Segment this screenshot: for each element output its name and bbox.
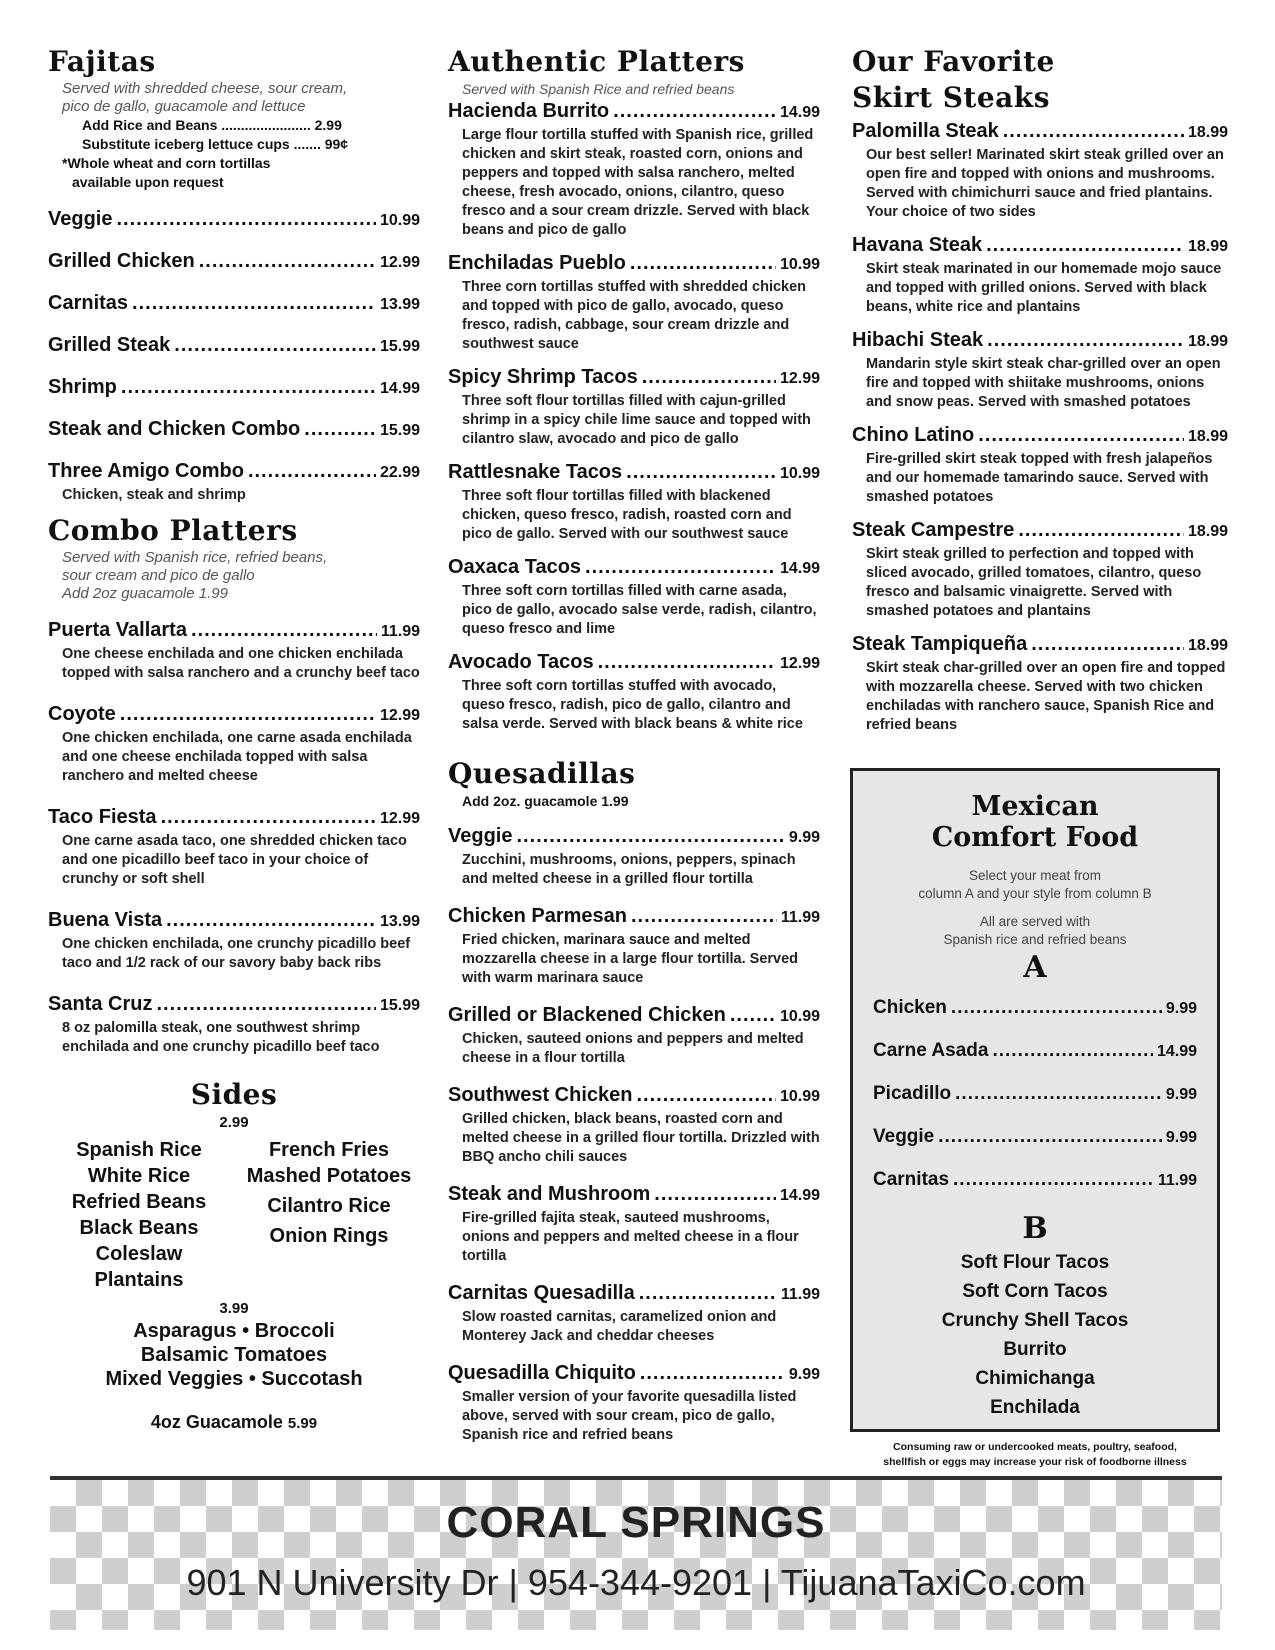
combo-subtitle-1: Served with Spanish rice, refried beans, [62, 549, 328, 566]
item-description: Skirt steak char-grilled over an open fire and topped with mozzarella cheese. Served with two chicken enchiladas with ranchero sauce, Spanish Rice and refried beans [866, 660, 1226, 733]
comfort-b-item: Burrito [1003, 1339, 1067, 1360]
item-description: Three soft corn tortillas filled with carne asada, pico de gallo, avocado salse verde, radish, cilantro, queso fresco and lime [462, 583, 817, 637]
premium-sides-line-2: Balsamic Tomatoes [140, 1344, 328, 1366]
food-safety-disclaimer [850, 1440, 1220, 1470]
item-name: Chino Latino [852, 424, 975, 446]
guacamole-price: 5.99 [287, 1415, 318, 1432]
item-price: 14.99 [779, 104, 820, 121]
item-name: Steak and Mushroom [448, 1183, 651, 1205]
combo-subtitle-3: Add 2oz guacamole 1.99 [62, 585, 228, 602]
item-description: Three soft corn tortillas stuffed with avocado, queso fresco, radish, pico de gallo, cilantro and salsa verde. Served with black beans & white rice [462, 678, 803, 732]
item-price: 14.99 [1156, 1043, 1197, 1060]
item-name: Steak and Chicken Combo [48, 418, 301, 440]
item-name: Avocado Tacos [448, 651, 594, 673]
menu-item [852, 517, 1228, 621]
skirt-title-2: Skirt Steaks [852, 81, 1050, 114]
column-left [48, 44, 420, 1435]
comfort-b-item: Crunchy Shell Tacos [941, 1310, 1129, 1331]
sides-grid [48, 1137, 420, 1293]
fajitas-title: Fajitas [48, 45, 156, 78]
item-price: 11.99 [780, 1286, 820, 1303]
item-name: Quesadilla Chiquito [448, 1362, 636, 1384]
item-name: Carne Asada [873, 1040, 989, 1061]
side-item: Mashed Potatoes [246, 1165, 412, 1187]
item-price: 14.99 [779, 560, 820, 577]
comfort-title-1: Mexican [971, 791, 1099, 822]
item-name: Grilled Chicken [48, 250, 195, 272]
menu-item [448, 1181, 820, 1266]
item-description: Fire-grilled fajita steak, sauteed mushrooms, onions and peppers and melted cheese in a flour tortilla [462, 1210, 799, 1264]
footer-checkered-banner [50, 1476, 1222, 1630]
item-price: 14.99 [379, 380, 420, 397]
item-description: Smaller version of your favorite quesadilla listed above, served with sour cream, pico de gallo, Spanish rice and refried beans [462, 1389, 797, 1443]
item-name: Steak Campestre [852, 519, 1015, 541]
item-price: 18.99 [1187, 238, 1228, 255]
fajitas-subtitle-1: Served with shredded cheese, sour cream, [62, 80, 348, 97]
comfort-b-item: Enchilada [990, 1397, 1080, 1418]
item-description: Skirt steak marinated in our homemade mojo sauce and topped with grilled onions. Served with black beans, white rice and plantains [866, 261, 1222, 315]
combo-subtitle-2: sour cream and pico de gallo [62, 567, 255, 584]
comfort-title-2: Comfort Food [931, 822, 1139, 853]
item-description: One chicken enchilada, one carne asada enchilada and one cheese enchilada topped with salsa ranchero and melted cheese [62, 730, 412, 784]
item-name: Buena Vista [48, 909, 163, 931]
menu-item [48, 458, 420, 486]
menu-item [448, 554, 820, 639]
item-name: Southwest Chicken [448, 1084, 633, 1106]
item-name: Rattlesnake Tacos [448, 461, 623, 483]
menu-item [48, 804, 420, 889]
item-name: Shrimp [48, 376, 117, 398]
menu-item [48, 907, 420, 973]
item-description: Zucchini, mushrooms, onions, peppers, spinach and melted cheese in a grilled flour tortilla [462, 852, 796, 887]
item-price: 13.99 [379, 913, 420, 930]
item-price: 14.99 [779, 1187, 820, 1204]
comfort-a-item [873, 995, 1197, 1022]
item-name: Enchiladas Pueblo [448, 252, 626, 274]
item-description: Our best seller! Marinated skirt steak grilled over an open fire and topped with onions and mushrooms. Served with chimichurri sauce and fried plantains. Your choice of two sides [866, 147, 1224, 220]
item-price: 18.99 [1187, 333, 1228, 350]
item-price: 9.99 [788, 829, 820, 846]
menu-item [448, 649, 820, 734]
item-price: 18.99 [1187, 637, 1228, 654]
item-name: Hibachi Steak [852, 329, 984, 351]
fajitas-note-2: available upon request [72, 174, 224, 190]
sides-left-column [54, 1137, 224, 1293]
premium-sides-line-3: Mixed Veggies • Succotash [105, 1368, 363, 1390]
fajitas-addon-1: Add Rice and Beans ....................... 2.99 [82, 117, 342, 133]
item-description: One cheese enchilada and one chicken enchilada topped with salsa ranchero and a crunchy beef taco [62, 646, 420, 681]
item-price: 18.99 [1187, 428, 1228, 445]
address-phone-website: 901 N University Dr | 954-344-9201 | TijuanaTaxiCo.com [186, 1562, 1086, 1603]
menu-item [48, 290, 420, 318]
item-name: Hacienda Burrito [448, 100, 610, 122]
item-description: One carne asada taco, one shredded chicken taco and one picadillo beef taco in your choice of crunchy or soft shell [62, 833, 407, 887]
item-description: Grilled chicken, black beans, roasted corn and melted cheese in a grilled flour tortilla. Drizzled with BBQ ancho chili sauces [462, 1111, 820, 1165]
menu-item [48, 206, 420, 234]
item-name: Veggie [873, 1126, 935, 1147]
menu-item [48, 991, 420, 1057]
column-a-label: A [1023, 950, 1047, 985]
item-price: 10.99 [779, 465, 820, 482]
menu-item [448, 1002, 820, 1068]
comfort-b-item: Chimichanga [975, 1368, 1095, 1389]
comfort-a-item [873, 1081, 1197, 1108]
menu-item [48, 701, 420, 786]
side-item: White Rice [87, 1165, 191, 1187]
premium-sides-line-1: Asparagus • Broccoli [133, 1320, 335, 1342]
sides-title: Sides [190, 1078, 278, 1111]
side-item: Black Beans [79, 1217, 199, 1239]
column-right [852, 44, 1228, 745]
menu-item [852, 631, 1228, 735]
side-item: Refried Beans [71, 1191, 207, 1213]
item-name: Veggie [48, 208, 113, 230]
menu-item [48, 248, 420, 276]
item-price: 15.99 [379, 997, 420, 1014]
side-item: Cilantro Rice [267, 1195, 391, 1217]
item-name: Puerta Vallarta [48, 619, 187, 641]
item-price: 11.99 [780, 909, 820, 926]
column-b-label: B [1022, 1211, 1048, 1246]
item-price: 10.99 [779, 1088, 820, 1105]
item-name: Steak Tampiqueña [852, 633, 1028, 655]
menu-item [852, 232, 1228, 317]
item-name: Chicken [873, 997, 947, 1018]
item-price: 9.99 [1165, 1000, 1197, 1017]
sides-price-1: 2.99 [219, 1114, 249, 1131]
item-price: 13.99 [379, 296, 420, 313]
disclaimer-line-2: shellfish or eggs may increase your risk of foodborne illness [883, 1456, 1187, 1468]
comfort-b-item: Soft Corn Tacos [962, 1281, 1108, 1302]
menu-item [448, 903, 820, 988]
menu-item [448, 1360, 820, 1445]
item-price: 10.99 [779, 1008, 820, 1025]
menu-item [448, 250, 820, 354]
comfort-intro-4: Spanish rice and refried beans [943, 932, 1127, 947]
item-price: 22.99 [379, 464, 420, 481]
disclaimer-line-1: Consuming raw or undercooked meats, poultry, seafood, [893, 1441, 1177, 1453]
item-name: Palomilla Steak [852, 120, 999, 142]
item-description: Slow roasted carnitas, caramelized onion and Monterey Jack and cheddar cheeses [462, 1309, 777, 1344]
menu-item [852, 422, 1228, 507]
item-price: 15.99 [379, 422, 420, 439]
item-price: 12.99 [379, 707, 420, 724]
item-name: Coyote [48, 703, 116, 725]
menu-item [852, 327, 1228, 412]
item-name: Three Amigo Combo [48, 460, 244, 482]
sides-right-column [244, 1137, 414, 1293]
authentic-title: Authentic Platters [448, 45, 745, 78]
item-price: 10.99 [379, 212, 420, 229]
item-description: Chicken, steak and shrimp [62, 487, 246, 503]
item-name: Picadillo [873, 1083, 952, 1104]
comfort-b-item: Soft Flour Tacos [960, 1252, 1110, 1273]
side-item: Plantains [94, 1269, 184, 1291]
item-price: 9.99 [1165, 1129, 1197, 1146]
menu-item [448, 364, 820, 449]
menu-item [448, 1082, 820, 1167]
item-price: 10.99 [779, 256, 820, 273]
item-price: 18.99 [1187, 124, 1228, 141]
sides-price-2: 3.99 [219, 1300, 249, 1317]
comfort-intro-1: Select your meat from [968, 868, 1102, 883]
menu-item [48, 617, 420, 683]
comfort-a-item [873, 1124, 1197, 1151]
item-price: 12.99 [779, 655, 820, 672]
menu-item [48, 416, 420, 444]
side-item: Spanish Rice [76, 1139, 202, 1161]
item-description: 8 oz palomilla steak, one southwest shrimp enchilada and one crunchy picadillo beef taco [62, 1020, 380, 1055]
menu-item [48, 374, 420, 402]
item-price: 12.99 [779, 370, 820, 387]
item-price: 12.99 [379, 254, 420, 271]
item-price: 11.99 [1157, 1172, 1197, 1189]
item-name: Grilled Steak [48, 334, 171, 356]
comfort-intro-2: column A and your style from column B [918, 886, 1152, 901]
item-name: Carnitas [48, 292, 129, 314]
menu-item [852, 118, 1228, 222]
quesadillas-subtitle: Add 2oz. guacamole 1.99 [462, 793, 629, 809]
side-item: Coleslaw [95, 1243, 183, 1265]
item-price: 11.99 [380, 623, 420, 640]
comfort-a-item [873, 1038, 1197, 1065]
item-price: 12.99 [379, 810, 420, 827]
item-price: 15.99 [379, 338, 420, 355]
menu-item [448, 1280, 820, 1346]
comfort-intro-3: All are served with [979, 914, 1091, 929]
item-name: Chicken Parmesan [448, 905, 627, 927]
item-description: Large flour tortilla stuffed with Spanish rice, grilled chicken and skirt steak, roasted corn, onions and peppers and topped with salsa ranchero, melted cheese, fresh avocado, onions, cilantro, queso fresco and a sour cream drizzle. Served with black beans and pico de gallo [462, 127, 814, 238]
column-middle [448, 44, 820, 1455]
item-name: Taco Fiesta [48, 806, 157, 828]
location-name: CORAL SPRINGS [446, 1498, 826, 1547]
item-description: Three soft flour tortillas filled with blackened chicken, queso fresco, radish, roasted corn and pico de gallo. Served with our southwest sauce [462, 488, 792, 542]
item-name: Havana Steak [852, 234, 983, 256]
guacamole-label: 4oz Guacamole [150, 1412, 283, 1432]
item-description: Chicken, sauteed onions and peppers and melted cheese in a flour tortilla [462, 1031, 804, 1066]
comfort-a-item [873, 1167, 1197, 1194]
item-description: Fire-grilled skirt steak topped with fresh jalapeños and our homemade tamarindo sauce. Served with smashed potatoes [866, 451, 1213, 505]
item-price: 18.99 [1187, 523, 1228, 540]
side-item: French Fries [268, 1139, 390, 1161]
authentic-subtitle: Served with Spanish Rice and refried beans [462, 81, 735, 97]
skirt-title-1: Our Favorite [852, 45, 1055, 78]
item-price: 9.99 [1165, 1086, 1197, 1103]
item-description: One chicken enchilada, one crunchy picadillo beef taco and 1/2 rack of our savory baby back ribs [62, 936, 411, 971]
menu-item [48, 332, 420, 360]
quesadillas-title: Quesadillas [448, 757, 636, 790]
item-name: Santa Cruz [48, 993, 153, 1015]
side-item: Onion Rings [269, 1225, 389, 1247]
item-description: Three soft flour tortillas filled with cajun-grilled shrimp in a spicy chile lime sauce and topped with cilantro slaw, avocado and pico de gallo [462, 393, 811, 447]
item-description: Fried chicken, marinara sauce and melted mozzarella cheese in a large flour tortilla. Served with warm marinara sauce [462, 932, 799, 986]
combo-title: Combo Platters [48, 514, 298, 547]
item-name: Carnitas Quesadilla [448, 1282, 635, 1304]
fajitas-addon-2: Substitute iceberg lettuce cups ....... 99¢ [82, 136, 349, 152]
item-description: Skirt steak grilled to perfection and topped with sliced avocado, grilled tomatoes, cilantro, queso fresco and balsamic vinaigrette. Served with smashed potatoes and plantains [866, 546, 1202, 619]
item-price: 9.99 [788, 1366, 820, 1383]
comfort-food-box [850, 768, 1220, 1432]
fajitas-note-1: *Whole wheat and corn tortillas [62, 155, 271, 171]
menu-item [448, 823, 820, 889]
item-name: Grilled or Blackened Chicken [448, 1004, 726, 1026]
menu-item [448, 98, 820, 240]
item-description: Three corn tortillas stuffed with shredded chicken and topped with pico de gallo, avocado, queso fresco, radish, cabbage, sour cream drizzle and southwest sauce [462, 279, 807, 352]
guacamole-side [48, 1411, 420, 1435]
item-name: Spicy Shrimp Tacos [448, 366, 638, 388]
item-description: Mandarin style skirt steak char-grilled over an open fire and topped with shiitake mushrooms, onions and snow peas. Served with smashed potatoes [866, 356, 1221, 410]
item-name: Veggie [448, 825, 513, 847]
item-name: Carnitas [873, 1169, 950, 1190]
fajitas-subtitle-2: pico de gallo, guacamole and lettuce [62, 98, 306, 115]
menu-item [448, 459, 820, 544]
item-name: Oaxaca Tacos [448, 556, 582, 578]
